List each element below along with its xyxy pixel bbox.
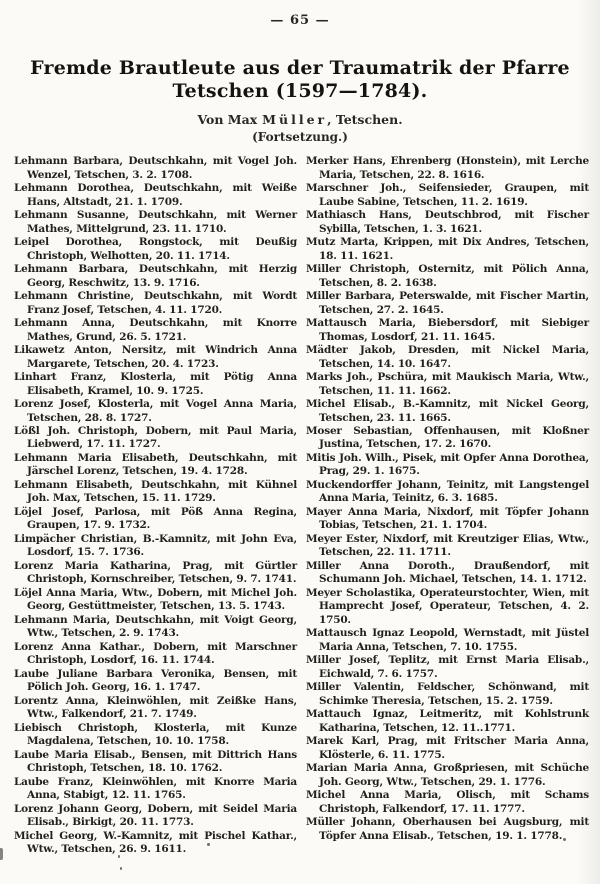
registry-entry: Lehmann Anna, Deutschkahn, mit Knorre Mathes, Grund, 26. 5. 1721. — [14, 317, 297, 343]
registry-entry: Müller Johann, Oberhausen bei Augsburg, mit Töpfer Anna Elisab., Tetschen, 19. 1. 1778. — [306, 816, 589, 842]
registry-entry: Meyer Ester, Nixdorf, mit Kreutziger Elias, Wtw., Tetschen, 22. 11. 1711. — [306, 533, 589, 559]
registry-entry: Laube Franz, Kleinwöhlen, mit Knorre Maria Anna, Stabigt, 12. 11. 1765. — [14, 775, 297, 802]
registry-entry: Marek Karl, Prag, mit Fritscher Maria Anna, Klösterle, 6. 11. 1775. — [306, 735, 589, 761]
registry-entry: Leipel Dorothea, Rongstock, mit Deußig Christoph, Welhotten, 20. 11. 1714. — [14, 236, 297, 262]
page-number: — 65 — — [270, 13, 330, 28]
registry-entry: Moser Sebastian, Offenhausen, mit Kloßner Justina, Tetschen, 17. 2. 1670. — [306, 425, 589, 451]
registry-entry: Miller Valentin, Feldscher, Schönwand, mit Schimke Theresia, Tetschen, 15. 2. 1759. — [306, 681, 589, 707]
registry-entry: Lorenz Johann Georg, Dobern, mit Seidel Maria Elisab., Birkigt, 20. 11. 1773. — [14, 802, 297, 829]
scan-speck — [120, 867, 122, 870]
article-title — [22, 57, 578, 103]
registry-entry: Lehmann Susanne, Deutschkahn, mit Werner Mathes, Mittelgrund, 23. 11. 1710. — [14, 209, 297, 235]
registry-entry: Lorentz Anna, Kleinwöhlen, mit Zeißke Hans, Wtw., Falkendorf, 21. 7. 1749. — [14, 695, 297, 721]
left-column — [14, 155, 297, 871]
registry-entry: Laube Maria Elisab., Bensen, mit Dittrich Hans Christoph, Tetschen, 18. 10. 1762. — [14, 749, 297, 775]
registry-entry: Merker Hans, Ehrenberg (Honstein), mit Lerche Maria, Tetschen, 22. 8. 1616. — [306, 155, 589, 181]
article-title-line1: Fremde Brautleute aus der Traumatrik der Pfarre — [30, 57, 570, 79]
byline-prefix: Von Max — [197, 112, 258, 128]
registry-entry: Mayer Anna Maria, Nixdorf, mit Töpfer Johann Tobias, Tetschen, 21. 1. 1704. — [306, 506, 589, 532]
registry-entry: Marschner Joh., Seifensieder, Graupen, mit Laube Sabine, Tetschen, 11. 2. 1619. — [306, 182, 589, 208]
scan-speck — [207, 843, 210, 846]
registry-entry: Lehmann Dorothea, Deutschkahn, mit Weiße Hans, Altstadt, 21. 1. 1709. — [14, 182, 297, 208]
byline-author-name: Müller — [262, 112, 328, 128]
continuation-note: (Fortsetzung.) — [252, 130, 348, 145]
registry-entry: Mutz Marta, Krippen, mit Dix Andres, Tetschen, 18. 11. 1621. — [306, 236, 589, 262]
registry-entry: Linhart Franz, Klosterla, mit Pötig Anna Elisabeth, Kramel, 10. 9. 1725. — [14, 371, 297, 397]
registry-entry: Marian Maria Anna, Großpriesen, mit Schüche Joh. Georg, Wtw., Tetschen, 29. 1. 1776. — [306, 762, 589, 788]
registry-entry: Mattausch Maria, Biebersdorf, mit Siebiger Thomas, Losdorf, 21. 11. 1645. — [306, 317, 589, 343]
registry-entry: Mitis Joh. Wilh., Pisek, mit Opfer Anna Dorothea, Prag, 29. 1. 1675. — [306, 452, 589, 478]
registry-entry: Miller Anna Doroth., Draußendorf, mit Schumann Joh. Michael, Tetschen, 14. 1. 1712. — [306, 560, 589, 586]
article-title-line2: Tetschen (1597—1784). — [172, 80, 428, 103]
registry-entry: Miller Barbara, Peterswalde, mit Fischer Martin, Tetschen, 27. 2. 1645. — [306, 290, 589, 316]
registry-entry: Mathiasch Hans, Deutschbrod, mit Fischer Sybilla, Tetschen, 1. 3. 1621. — [306, 209, 589, 235]
registry-entry: Laube Juliane Barbara Veronika, Bensen, mit Pölich Joh. Georg, 16. 1. 1747. — [14, 668, 297, 694]
registry-entry: Lehmann Barbara, Deutschkahn, mit Vogel Joh. Wenzel, Tetschen, 3. 2. 1708. — [14, 155, 297, 181]
registry-entry: Michel Elisab., B.-Kamnitz, mit Nickel Georg, Tetschen, 23. 11. 1665. — [306, 398, 589, 424]
registry-entry: Lehmann Maria, Deutschkahn, mit Voigt Georg, Wtw., Tetschen, 2. 9. 1743. — [14, 614, 297, 640]
registry-entry: Mädter Jakob, Dresden, mit Nickel Maria, Tetschen, 14. 10. 1647. — [306, 344, 589, 370]
registry-entry: Mattausch Ignaz Leopold, Wernstadt, mit Jüstel Maria Anna, Tetschen, 7. 10. 1755. — [306, 627, 589, 653]
byline — [0, 112, 600, 127]
registry-entry: Lorenz Maria Katharina, Prag, mit Gürtler Christoph, Kornschreiber, Tetschen, 9. 7. 1741. — [14, 560, 297, 586]
registry-entry: Lehmann Christine, Deutschkahn, mit Wordt Franz Josef, Tetschen, 4. 11. 1720. — [14, 290, 297, 316]
registry-entry: Meyer Scholastika, Operateurstochter, Wien, mit Hamprecht Josef, Operateur, Tetschen, 4. 2. 1750. — [306, 587, 589, 626]
registry-entry: Limpächer Christian, B.-Kamnitz, mit John Eva, Losdorf, 15. 7. 1736. — [14, 533, 297, 559]
registry-entry: Miller Christoph, Osternitz, mit Pölich Anna, Tetschen, 8. 2. 1638. — [306, 263, 589, 289]
right-column — [306, 155, 589, 871]
two-column-text-block — [0, 144, 600, 871]
registry-entry: Löjel Anna Maria, Wtw., Dobern, mit Michel Joh. Georg, Gestüttmeister, Tetschen, 13. 5. 1743. — [14, 587, 297, 613]
registry-entry: Liebisch Christoph, Klosterla, mit Kunze Magdalena, Tetschen, 10. 10. 1758. — [14, 722, 297, 748]
registry-entry: Lößl Joh. Christoph, Dobern, mit Paul Maria, Liebwerd, 17. 11. 1727. — [14, 425, 297, 451]
registry-entry: Likawetz Anton, Nersitz, mit Windrich Anna Margarete, Tetschen, 20. 4. 1723. — [14, 344, 297, 370]
registry-entry: Miller Josef, Teplitz, mit Ernst Maria Elisab., Eichwald, 7. 6. 1757. — [306, 654, 589, 680]
registry-entry: Löjel Josef, Parlosa, mit Pöß Anna Regina, Graupen, 17. 9. 1732. — [14, 506, 297, 532]
registry-entry: Michel Anna Maria, Olisch, mit Schams Christoph, Falkendorf, 17. 11. 1777. — [306, 789, 589, 815]
registry-entry: Lehmann Elisabeth, Deutschkahn, mit Kühnel Joh. Max, Tetschen, 15. 11. 1729. — [14, 479, 297, 505]
registry-entry: Lehmann Maria Elisabeth, Deutschkahn, mit Järschel Lorenz, Tetschen, 19. 4. 1728. — [14, 452, 297, 478]
registry-entry: Muckendorffer Johann, Teinitz, mit Langstengel Anna Maria, Teinitz, 6. 3. 1685. — [306, 479, 589, 505]
registry-entry: Lehmann Barbara, Deutschkahn, mit Herzig Georg, Reschwitz, 13. 9. 1716. — [14, 263, 297, 289]
scan-edge-artifact — [0, 848, 3, 860]
registry-entry: Lorenz Josef, Klosterla, mit Vogel Anna Maria, Tetschen, 28. 8. 1727. — [14, 398, 297, 424]
registry-entry: Lorenz Anna Kathar., Dobern, mit Marschner Christoph, Losdorf, 16. 11. 1744. — [14, 641, 297, 667]
scan-speck — [563, 838, 566, 841]
scan-speck — [118, 855, 120, 858]
registry-entry: Marks Joh., Pschüra, mit Maukisch Maria, Wtw., Tetschen, 11. 11. 1662. — [306, 371, 589, 397]
registry-entry: Mattauch Ignaz, Leitmeritz, mit Kohlstrunk Katharina, Tetschen, 12. 11..1771. — [306, 708, 589, 734]
registry-entry: Michel Georg, W.-Kamnitz, mit Pischel Kathar., Wtw., Tetschen, 26. 9. 1611. — [14, 829, 297, 856]
byline-suffix: , Tetschen. — [327, 112, 403, 128]
